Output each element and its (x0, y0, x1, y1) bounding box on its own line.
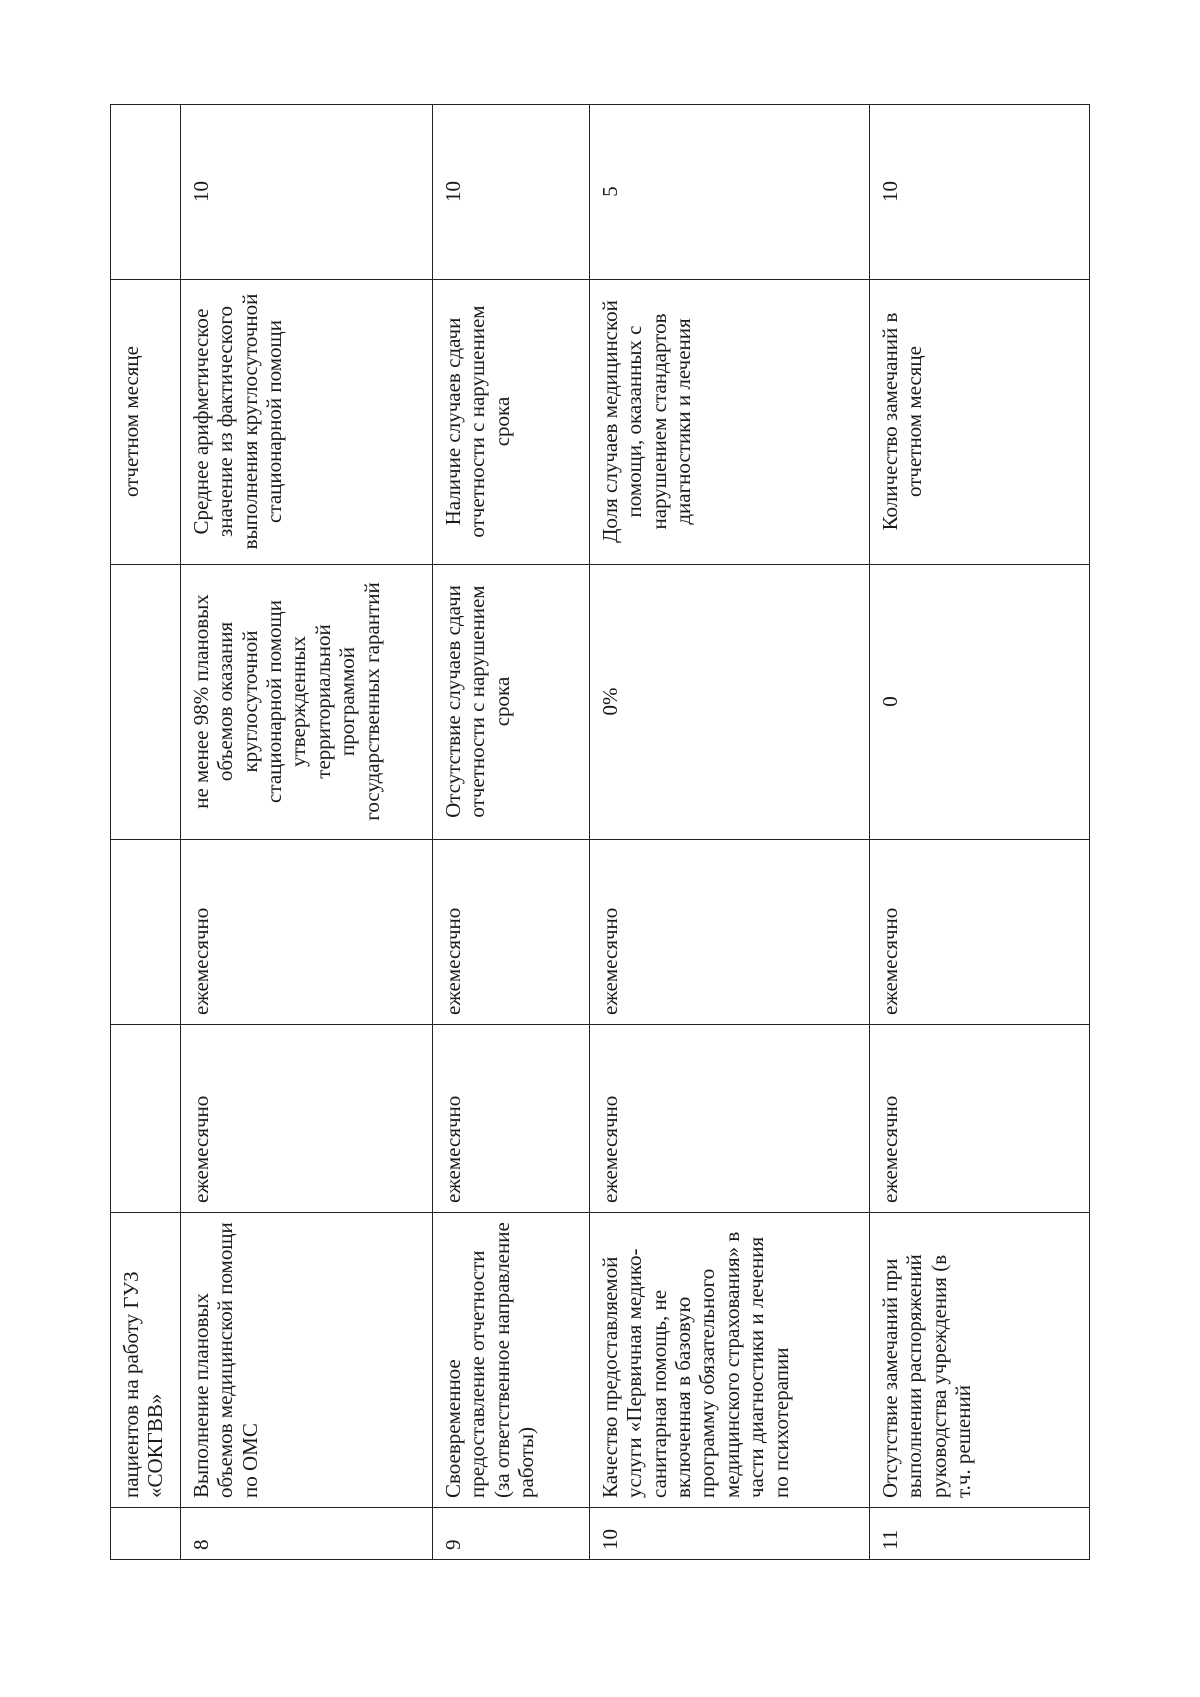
cell-num: 8 (181, 1508, 433, 1560)
cell-criterion: 0 (870, 565, 1090, 840)
cell-points: 10 (181, 105, 433, 280)
cell-num: 9 (433, 1508, 590, 1560)
cell-measure: Наличие случаев сдачи отчетности с нарушением срока (433, 280, 590, 565)
cell-period2: ежемесячно (590, 840, 870, 1025)
cell-criterion: 0% (590, 565, 870, 840)
table-row (181, 105, 433, 1560)
cell-period1: ежемесячно (590, 1025, 870, 1213)
cell-points: 10 (433, 105, 590, 280)
cell-measure: Доля случаев медицинской помощи, оказанных с нарушением стандартов диагностики и лечения (590, 280, 870, 565)
cell-indicator: пациентов на работу ГУЗ «СОКГВВ» (111, 1213, 181, 1508)
cell-period1: ежемесячно (433, 1025, 590, 1213)
cell-period2: ежемесячно (181, 840, 433, 1025)
cell-points: 10 (870, 105, 1090, 280)
cell-criterion (111, 565, 181, 840)
cell-period1 (111, 1025, 181, 1213)
cell-indicator: Качество предоставляемой услуги «Первичная медико-санитарная помощь, не включенная в базовую программу обязательного медицинского страхования» в части диагностики и лечения по психотерапии (590, 1213, 870, 1508)
cell-num: 11 (870, 1508, 1090, 1560)
rotated-page-content (110, 105, 1089, 1560)
cell-period1: ежемесячно (870, 1025, 1090, 1213)
criteria-table (110, 104, 1090, 1560)
cell-indicator: Своевременное предоставление отчетности (за ответственное направление работы) (433, 1213, 590, 1508)
cell-indicator: Выполнение плановых объемов медицинской помощи по ОМС (181, 1213, 433, 1508)
table-row (590, 105, 870, 1560)
cell-points (111, 105, 181, 280)
cell-measure: Среднее арифметическое значение из фактического выполнения круглосуточной стационарной помощи (181, 280, 433, 565)
cell-num (111, 1508, 181, 1560)
cell-num: 10 (590, 1508, 870, 1560)
table-row (433, 105, 590, 1560)
cell-criterion: Отсутствие случаев сдачи отчетности с нарушением срока (433, 565, 590, 840)
cell-indicator: Отсутствие замечаний при выполнении распоряжений руководства учреждения (в т.ч. решений (870, 1213, 1090, 1508)
cell-measure: Количество замечаний в отчетном месяце (870, 280, 1090, 565)
cell-period1: ежемесячно (181, 1025, 433, 1213)
cell-period2: ежемесячно (870, 840, 1090, 1025)
table-row-continuation (111, 105, 181, 1560)
cell-points: 5 (590, 105, 870, 280)
cell-period2: ежемесячно (433, 840, 590, 1025)
cell-period2 (111, 840, 181, 1025)
cell-measure: отчетном месяце (111, 280, 181, 565)
cell-criterion: не менее 98% плановых объемов оказания круглосуточной стационарной помощи утвержденных территориальной программой государственных гарантий (181, 565, 433, 840)
table-row (870, 105, 1090, 1560)
